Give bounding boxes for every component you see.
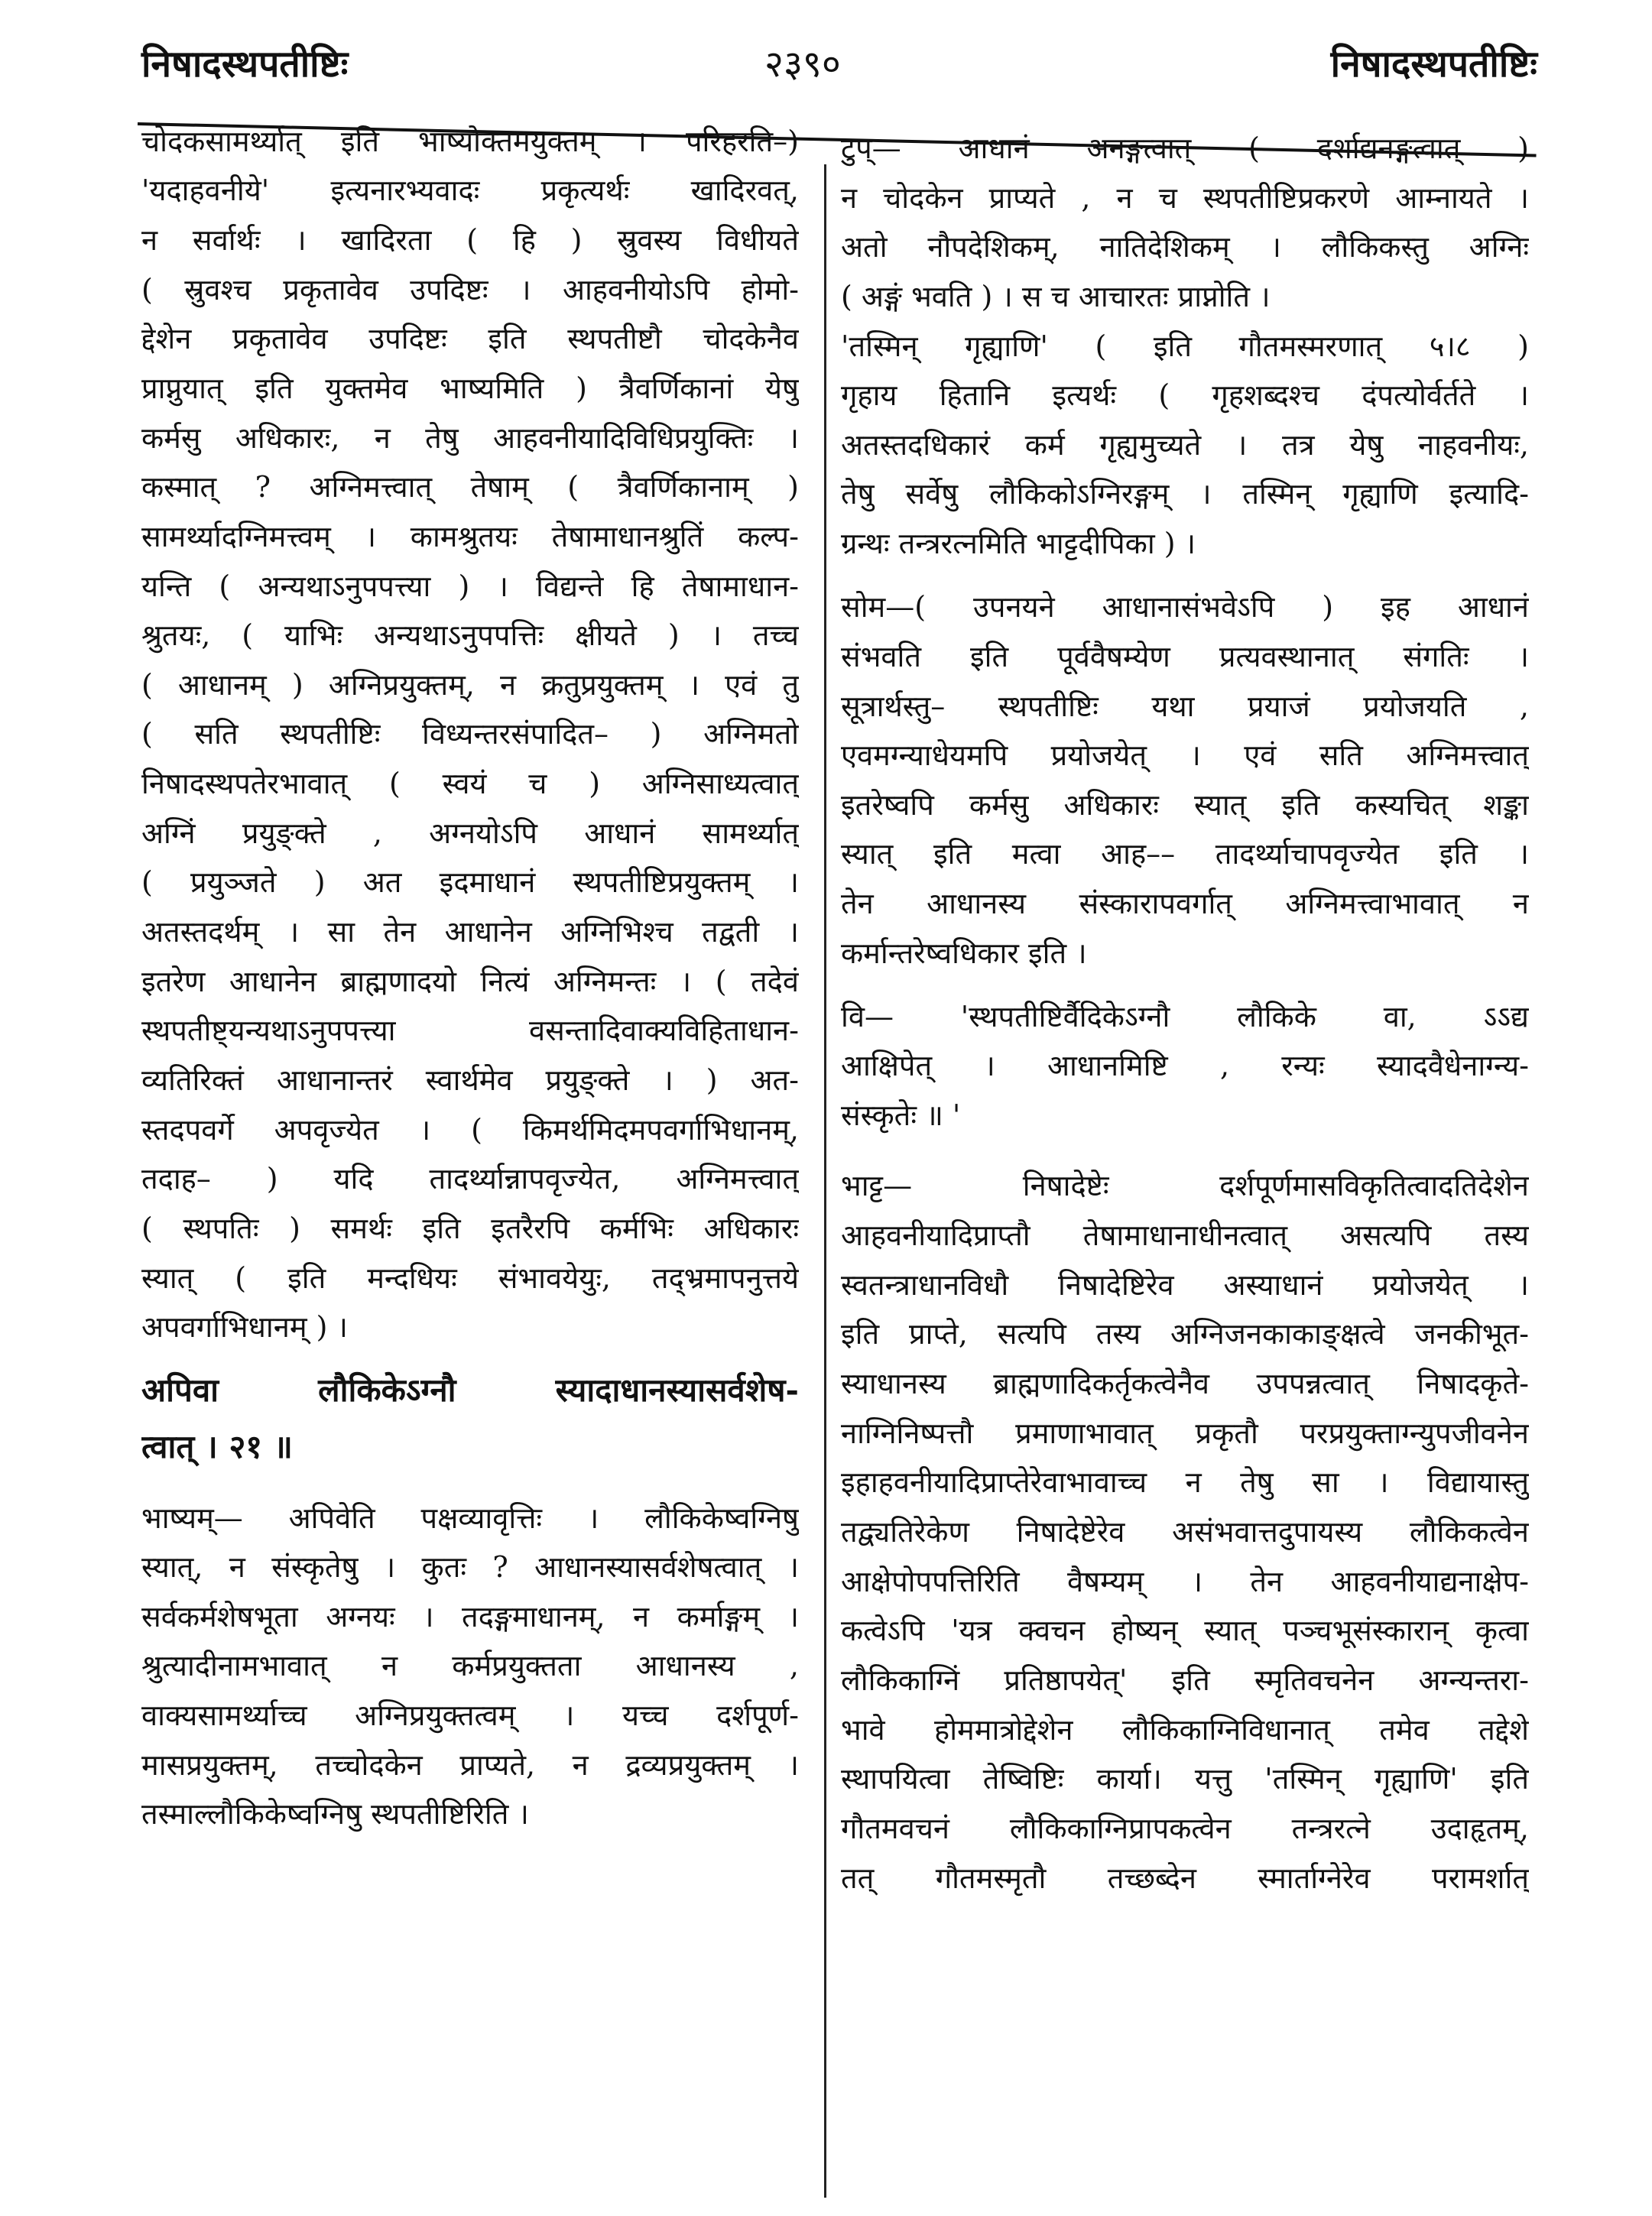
text-line: द्देशेन प्रकृतावेव उपदिष्टः इति स्थपतीष्टौ चोदकेनैव <box>141 322 799 355</box>
text-line: वाक्यसामर्थ्याच्च अग्निप्रयुक्तत्वम् । यच्च दर्शपूर्ण- <box>141 1699 799 1732</box>
text-line: त्वात् । २१ ॥ <box>141 1428 293 1465</box>
text-line: ( अङ्गं भवति ) । स च आचारतः प्राप्नोति । <box>841 280 1271 313</box>
text-line: टुप्— आधानं अनङ्गत्वात् ( दर्शाद्यनङ्गत्वात् ) <box>841 131 1529 165</box>
text-line: निषादस्थपतेरभावात् ( स्वयं च ) अग्निसाध्यत्वात् <box>141 767 799 800</box>
text-line: आहवनीयादिप्राप्तौ तेषामाधानाधीनत्वात् असत्यपि तस्य <box>841 1218 1529 1252</box>
text-line: स्यात्, न संस्कृतेषु । कुतः ? आधानस्यासर्वशेषत्वात् । <box>141 1550 799 1584</box>
text-line: कर्मसु अधिकारः, न तेषु आहवनीयादिविधिप्रयुक्तिः । <box>141 421 799 455</box>
text-line: वि— 'स्थपतीष्टिर्वैदिकेऽग्नौ लौकिके वा, ऽऽद्य <box>841 1000 1529 1033</box>
text-line: 'यदाहवनीये' इत्यनारभ्यवादः प्रकृत्यर्थः खादिरवत्, <box>141 174 799 207</box>
text-line: स्यात् ( इति मन्दधियः संभावयेयुः, तद्भ्रमापनुत्तये <box>141 1261 799 1295</box>
text-line: इतरेण आधानेन ब्राह्मणादयो नित्यं अग्निमन्तः । ( तदेवं <box>141 965 799 998</box>
text-line: संस्कृतेः ॥ ' <box>841 1098 961 1132</box>
text-line: व्यतिरिक्तं आधानान्तरं स्वार्थमेव प्रयुङ्क्ते । ) अत- <box>141 1063 799 1097</box>
text-line: कस्मात् ? अग्निमत्त्वात् तेषाम् ( त्रैवर्णिकानाम् ) <box>141 470 799 504</box>
text-line: न सर्वार्थः । खादिरता ( हि ) स्रुवस्य विधीयते <box>141 223 799 257</box>
text-line: सर्वकर्मशेषभूता अग्नयः । तदङ्गमाधानम्, न कर्माङ्गम् । <box>141 1600 799 1634</box>
text-line: यन्ति ( अन्यथाऽनुपपत्त्या ) । विद्यन्ते हि तेषामाधान- <box>141 569 799 603</box>
text-line: स्थापयित्वा तेष्विष्टिः कार्या। यत्तु 'तस्मिन् गृह्याणि' इति <box>841 1762 1529 1796</box>
text-line: भाष्यम्— अपिवेति पक्षव्यावृत्तिः । लौकिकेष्वग्निषु <box>141 1501 799 1535</box>
text-line: तस्माल्लौकिकेष्वग्निषु स्थपतीष्टिरिति । <box>141 1797 529 1831</box>
text-line: श्रुत्यादीनामभावात् न कर्मप्रयुक्तता आधानस्य , <box>141 1649 799 1682</box>
text-line: अग्निं प्रयुङ्क्ते , अग्नयोऽपि आधानं सामर्थ्यात् <box>141 816 799 850</box>
text-line: आक्षेपोपपत्तिरिति वैषम्यम् । तेन आहवनीयाद्यनाक्षेप- <box>841 1565 1529 1598</box>
text-line: सामर्थ्यादग्निमत्त्वम् । कामश्रुतयः तेषामाधानश्रुतिं कल्प- <box>141 520 799 553</box>
text-line: तदाह– ) यदि तादर्थ्यान्नापवृज्येत, अग्निमत्त्वात् <box>141 1162 799 1196</box>
text-line: ( प्रयुञ्जते ) अत इदमाधानं स्थपतीष्टिप्रयुक्तम् । <box>141 865 799 899</box>
text-line: तद्व्यतिरेकेण निषादेष्टेरेव असंभवात्तदुपायस्य लौकिकत्वेन <box>841 1515 1529 1549</box>
text-line: भाट्ट— निषादेष्टेः दर्शपूर्णमासविकृतित्वादतिदेशेन <box>841 1169 1529 1202</box>
text-line: अपिवा लौकिकेऽग्नौ स्यादाधानस्यासर्वशेष- <box>141 1371 799 1409</box>
text-line: श्रुतयः, ( याभिः अन्यथाऽनुपपत्तिः क्षीयते ) । तच्च <box>141 618 799 652</box>
text-line: सूत्रार्थस्तु– स्थपतीष्टिः यथा प्रयाजं प्रयोजयति , <box>841 689 1529 723</box>
page-number: २३९० <box>764 43 841 86</box>
text-line: स्यात् इति मत्वा आह–– तादर्थ्याचापवृज्येत इति । <box>841 837 1529 871</box>
text-line: चोदकसामर्थ्यात् इति भाष्योक्तमयुक्तम् । परिहरति–) <box>141 125 799 158</box>
text-line: तेन आधानस्य संस्कारापवर्गात् अग्निमत्त्वाभावात् न <box>841 887 1529 920</box>
text-line: कर्मान्तरेष्वधिकार इति । <box>841 936 1087 970</box>
text-line: अतस्तदधिकारं कर्म गृह्यमुच्यते । तत्र येषु नाहवनीयः, <box>841 428 1529 462</box>
text-line: भावे होममात्रोद्देशेन लौकिकाग्निविधानात् तमेव तद्देशे <box>841 1713 1529 1747</box>
text-line: स्वतन्त्राधानविधौ निषादेष्टिरेव अस्याधानं प्रयोजयेत् । <box>841 1268 1529 1302</box>
text-line: गौतमवचनं लौकिकाग्निप्रापकत्वेन तन्त्ररत्ने उदाहृतम्, <box>841 1812 1529 1845</box>
text-line: ( सति स्थपतीष्टिः विध्यन्तरसंपादित– ) अग्निमतो <box>141 717 799 751</box>
text-line: मासप्रयुक्तम्, तच्चोदकेन प्राप्यते, न द्रव्यप्रयुक्तम् । <box>141 1748 799 1782</box>
text-line: गृहाय हितानि इत्यर्थः ( गृहशब्दश्च दंपत्योर्वर्तते । <box>841 378 1529 412</box>
text-line: तत् गौतमस्मृतौ तच्छब्देन स्मार्ताग्नेरेव परामर्शात् <box>841 1861 1529 1895</box>
text-line: कत्वेऽपि 'यत्र क्वचन होष्यन् स्यात् पञ्चभूसंस्कारान् कृत्वा <box>841 1614 1529 1647</box>
text-line: स्तदपवर्गे अपवृज्येत । ( किमर्थमिदमपवर्गाभिधानम्, <box>141 1113 799 1147</box>
text-line: लौकिकाग्निं प्रतिष्ठापयेत्' इति स्मृतिवचनेन अग्न्यन्तरा- <box>841 1663 1529 1697</box>
text-line: इहाहवनीयादिप्राप्तेरेवाभावाच्च न तेषु सा । विद्यायास्तु <box>841 1465 1529 1499</box>
text-line: अतो नौपदेशिकम्, नातिदेशिकम् । लौकिकस्तु अग्निः <box>841 230 1529 264</box>
text-line: इतरेष्वपि कर्मसु अधिकारः स्यात् इति कस्यचित् शङ्का <box>841 788 1529 822</box>
text-line: प्राप्नुयात् इति युक्तमेव भाष्यमिति ) त्रैवर्णिकानां येषु <box>141 371 799 405</box>
text-line: सोम—( उपनयने आधानासंभवेऽपि ) इह आधानं <box>841 590 1529 624</box>
text-line: संभवति इति पूर्ववैषम्येण प्रत्यवस्थानात् संगतिः । <box>841 640 1529 673</box>
text-line: न चोदकेन प्राप्यते , न च स्थपतीष्टिप्रकरणे आम्नायते । <box>841 181 1529 215</box>
text-line: ग्रन्थः तन्त्ररत्नमिति भाट्टदीपिका ) । <box>841 527 1196 560</box>
text-line: ( स्थपतिः ) समर्थः इति इतरैरपि कर्मभिः अधिकारः <box>141 1212 799 1245</box>
text-line: 'तस्मिन् गृह्याणि' ( इति गौतमस्मरणात् ५।८ ) <box>841 329 1529 363</box>
text-line: ( स्रुवश्च प्रकृतावेव उपदिष्टः । आहवनीयोऽपि होमो- <box>141 273 799 307</box>
text-line: एवमग्न्याधेयमपि प्रयोजयेत् । एवं सति अग्निमत्त्वात् <box>841 738 1529 772</box>
text-line: स्याधानस्य ब्राह्मणादिकर्तृकत्वेनैव उपपन्नत्वात् निषादकृते- <box>841 1367 1529 1400</box>
text-line: आक्षिपेत् । आधानमिष्टि , रन्यः स्यादवैधेनाग्न्य- <box>841 1049 1529 1082</box>
text-line: तेषु सर्वेषु लौकिकोऽग्निरङ्गम् । तस्मिन् गृह्याणि इत्यादि- <box>841 477 1529 511</box>
column-divider <box>824 164 826 2198</box>
text-line: अतस्तदर्थम् । सा तेन आधानेन अग्निभिश्च तद्वती । <box>141 915 799 949</box>
running-header-left: निषादस्थपतीष्टिः <box>141 43 349 86</box>
text-line: स्थपतीष्ट्यन्यथाऽनुपपत्त्या वसन्तादिवाक्यविहिताधान- <box>141 1014 799 1047</box>
text-line: इति प्राप्ते, सत्यपि तस्य अग्निजनकाकाङ्क्षत्वे जनकीभूत- <box>841 1317 1529 1351</box>
text-line: अपवर्गाभिधानम् ) । <box>141 1310 348 1344</box>
text-line: ( आधानम् ) अग्निप्रयुक्तम्, न क्रतुप्रयुक्तम् । एवं तु <box>141 668 799 702</box>
running-header-right: निषादस्थपतीष्टिः <box>1330 43 1537 86</box>
text-line: नाग्निनिष्पत्तौ प्रमाणाभावात् प्रकृतौ परप्रयुक्ताग्न्युपजीवनेन <box>841 1416 1529 1450</box>
